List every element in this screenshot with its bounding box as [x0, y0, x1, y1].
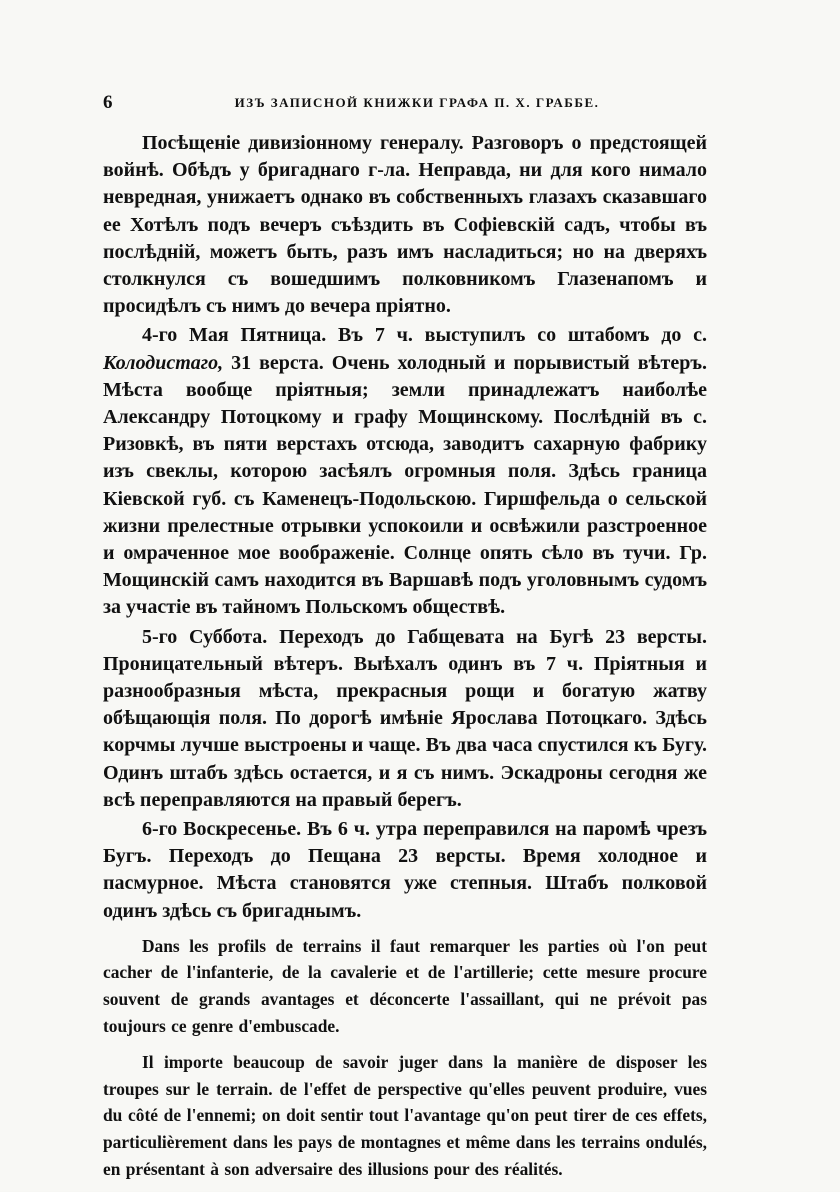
paragraph-may-4-start: 4-го Мая Пятница. Въ 7 ч. выступилъ со штабомъ до с. — [142, 324, 707, 347]
french-notes — [103, 933, 707, 1182]
running-head: ИЗЪ ЗАПИСНОЙ КНИЖКИ ГРАФА П. Х. ГРАББЕ. — [234, 95, 600, 110]
paragraph-may-4 — [103, 322, 707, 621]
french-paragraph-perspective: Il importe beaucoup de savoir juger dans la manière de disposer les troupes sur le terrain. de l'effet de perspective qu'elles peuvent produire, vues du côté de l'ennemi; on doit sentir tout l'avantage qu'on peut tirer de ces effets, particulièrement dans les pays de montagnes et même dans les terrains ondulés, en présentant à son adversaire des illusions pour des réalités. — [103, 1052, 707, 1179]
page-header — [103, 92, 707, 114]
page-number: 6 — [103, 92, 113, 113]
french-paragraph-profiles: Dans les profils de terrains il faut remarquer les parties où l'on peut cacher de l'infanterie, de la cavalerie et de l'artillerie; cette mesure procure souvent de grands avantages et déconcerte l'assaillant, qui ne prévoit pas toujours ce genre d'embuscade. — [103, 935, 707, 1036]
place-name-italic: Колодистаго, — [103, 351, 224, 374]
paragraph-visit: Посѣщеніе дивизіонному генералу. Разговоръ о предстоящей войнѣ. Обѣдъ у бригаднаго г-ла. Неправда, ни для кого нимало невредная, унижаетъ однако въ собственныхъ глазахъ сказавшаго ее Хотѣлъ подъ вечеръ съѣздить въ Софіевскій садъ, чтобы въ послѣдній, можетъ быть, разъ имъ насладиться; но на дверяхъ столкнулся съ вошедшимъ полковникомъ Глазенапомъ и просидѣлъ съ нимъ до вечера пріятно. — [103, 132, 707, 318]
paragraph-may-6: 6-го Воскресенье. Въ 6 ч. утра переправился на паромѣ чрезъ Бугъ. Переходъ до Пещана 23 версты. Время холодное и пасмурное. Мѣста становятся уже степныя. Штабъ полковой одинъ здѣсь съ бригаднымъ. — [103, 818, 707, 922]
body-text — [103, 130, 707, 1192]
paragraph-may-5: 5-го Суббота. Переходъ до Габщевата на Бугѣ 23 версты. Проницательный вѣтеръ. Выѣхалъ одинъ въ 7 ч. Пріятныя и разнообразныя мѣста, прекрасныя рощи и богатую жатву обѣщающія поля. По дорогѣ имѣніе Ярослава Потоцкаго. Здѣсь корчмы лучше выстроены и чаще. Въ два часа спустился къ Бугу. Одинъ штабъ здѣсь остается, и я съ нимъ. Эскадроны сегодня же всѣ переправляются на правый берегъ. — [103, 625, 707, 811]
paragraph-may-4-rest: 31 верста. Очень холодный и порывистый вѣтеръ. Мѣста вообще пріятныя; земли принадлежатъ наиболѣе Александру Потоцкому и графу Мощинскому. Послѣдній въ с. Ризовкѣ, въ пяти верстахъ отсюда, заводитъ сахарную фабрику изъ свеклы, которою засѣялъ огромныя поля. Здѣсь граница Кіевской губ. съ Каменецъ-Подольскою. Гиршфельда о сельской жизни прелестные отрывки успокоили и освѣжили разстроенное и омраченное мое воображеніе. Солнце опять сѣло въ тучи. Гр. Мощинскій самъ находится въ Варшавѣ подъ уголовнымъ судомъ за участіе въ тайномъ Польскомъ обществѣ. — [103, 351, 707, 619]
